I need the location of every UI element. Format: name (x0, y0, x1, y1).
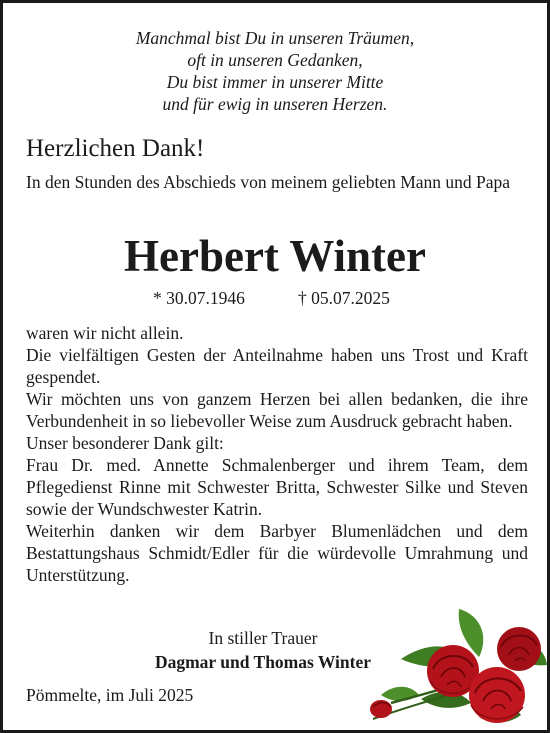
intro-text: In den Stunden des Abschieds von meinem geliebten Mann und Papa (26, 172, 511, 192)
body-paragraph: Wir möchten uns von ganzem Herzen bei allen bedanken, die ihre Verbundenheit in so liebevoller Weise zum Ausdruck gebracht haben. (26, 389, 528, 431)
body-paragraph: Weiterhin danken wir dem Barbyer Blumenlädchen und dem Bestattungshaus Schmidt/Edler für die würdevolle Umrahmung und Unterstützung. (26, 521, 528, 585)
body-paragraph: Die vielfältigen Gesten der Anteilnahme haben uns Trost und Kraft gespendet. (26, 345, 528, 387)
thanks-body (26, 322, 528, 586)
birth-date: * 30.07.1946 (153, 288, 245, 308)
body-paragraph: waren wir nicht allein. (26, 323, 184, 343)
poem-line: oft in unseren Gedanken, (187, 50, 363, 70)
poem-line: und für ewig in unseren Herzen. (162, 94, 388, 114)
memorial-poem (3, 27, 547, 115)
red-roses-icon (361, 599, 547, 730)
deceased-name: Herbert Winter (124, 231, 426, 281)
body-paragraph: Unser besonderer Dank gilt: (26, 433, 224, 453)
thanks-heading: Herzlichen Dank! (26, 135, 205, 162)
poem-line: Manchmal bist Du in unseren Träumen, (135, 28, 415, 48)
signature-line: In stiller Trauer (208, 628, 318, 648)
death-date: † 05.07.2025 (298, 288, 390, 308)
body-paragraph: Frau Dr. med. Annette Schmalenberger und ihrem Team, dem Pflegedienst Rinne mit Schwester Britta, Schwester Silke und Steven sowie der Wundschwester Katrin. (26, 455, 528, 519)
signature-block (143, 626, 383, 674)
signature-names: Dagmar und Thomas Winter (154, 652, 372, 672)
place-date: Pömmelte, im Juli 2025 (26, 685, 194, 705)
poem-line: Du bist immer in unserer Mitte (166, 72, 384, 92)
life-dates (3, 287, 547, 309)
